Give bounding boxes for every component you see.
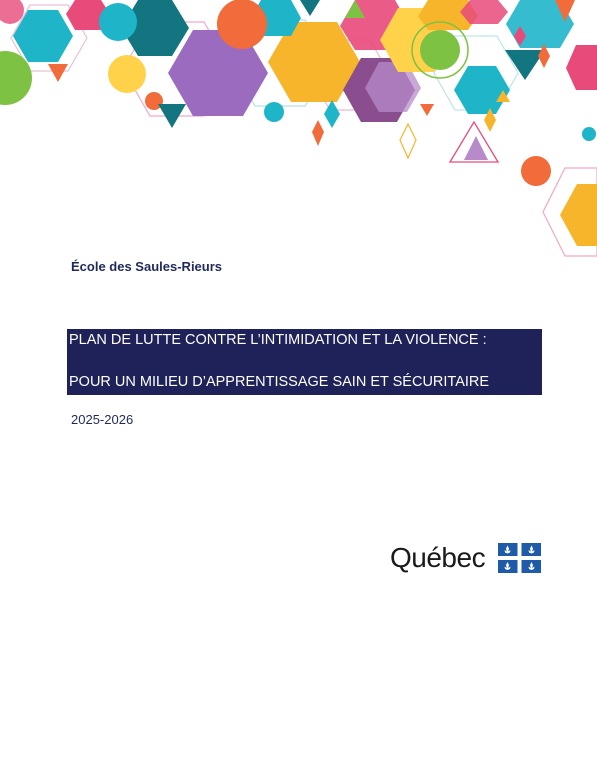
fleurdelise-flag-icon bbox=[498, 543, 541, 573]
quebec-logo bbox=[390, 541, 542, 577]
document-title-band bbox=[67, 329, 542, 395]
quebec-wordmark: Québec bbox=[390, 542, 486, 573]
school-name: École des Saules-Rieurs bbox=[71, 259, 223, 274]
decorative-hexagon-banner bbox=[0, 0, 597, 262]
document-title-line-1: PLAN DE LUTTE CONTRE L’INTIMIDATION ET LA VIOLENCE : bbox=[69, 332, 487, 348]
school-year: 2025-2026 bbox=[71, 412, 134, 427]
document-title-line-2: POUR UN MILIEU D’APPRENTISSAGE SAIN ET SÉCURITAIRE bbox=[69, 374, 490, 390]
